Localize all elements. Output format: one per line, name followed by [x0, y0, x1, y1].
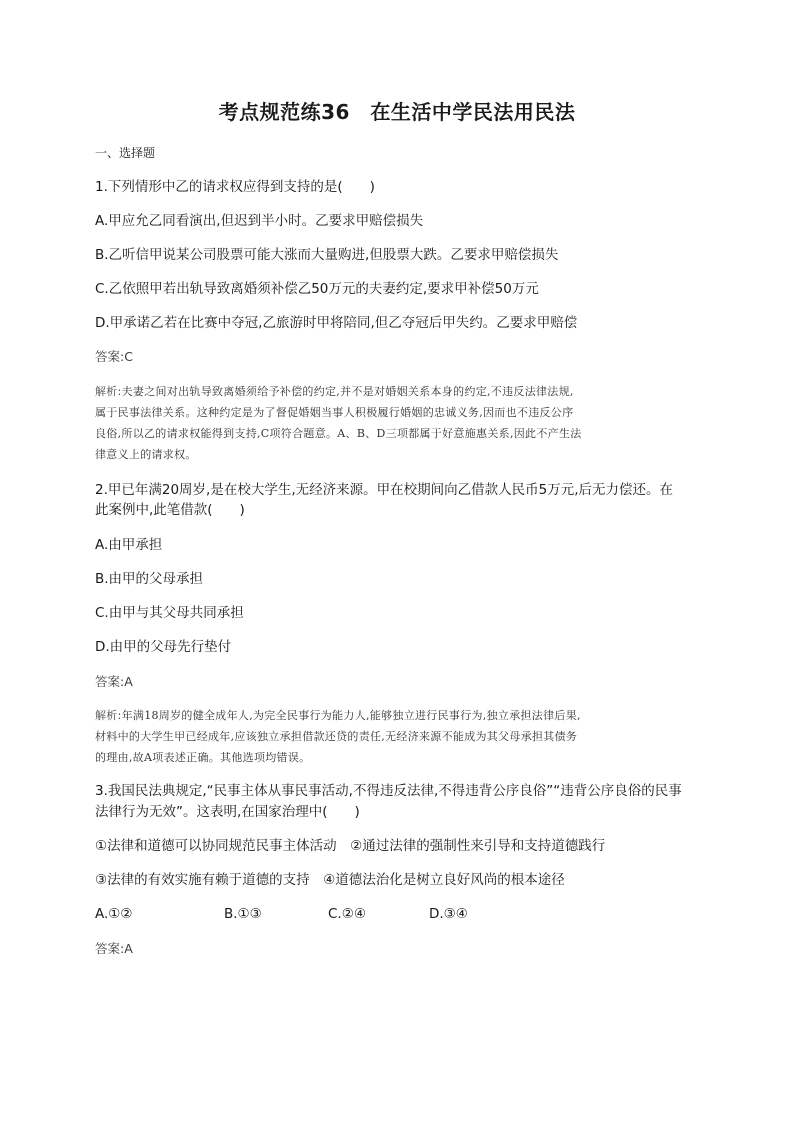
question-2-option-c: C.由甲与其父母共同承担 — [95, 605, 244, 621]
explanation-label: 解析: — [95, 709, 122, 722]
question-1-answer: 答案:C — [95, 349, 133, 364]
explanation-text: 夫妻之间对出轨导致离婚须给予补偿的约定,并不是对婚姻关系本身的约定,不违反法律法规, — [121, 385, 574, 398]
question-2-stem: 此案例中,此笔借款( ) — [95, 502, 245, 518]
question-1-explanation-line: 律意义上的请求权。 — [95, 448, 197, 461]
question-3-stem: 法律行为无效”。这表明,在国家治理中( ) — [95, 804, 360, 820]
question-1-option-b: B.乙听信甲说某公司股票可能大涨而大量购进,但股票大跌。乙要求甲赔偿损失 — [95, 247, 559, 263]
question-1-option-a: A.甲应允乙同看演出,但迟到半小时。乙要求甲赔偿损失 — [95, 213, 424, 229]
question-2-option-a: A.由甲承担 — [95, 537, 163, 553]
question-1-explanation-line: 属于民事法律关系。这种约定是为了督促婚姻当事人积极履行婚姻的忠诚义务,因而也不违反公序 — [95, 406, 574, 419]
question-3-statements: ③法律的有效实施有赖于道德的支持 ④道德法治化是树立良好风尚的根本途径 — [95, 872, 565, 888]
choice-d: D.③④ — [429, 906, 468, 922]
choice-b: B.①③ — [224, 906, 262, 922]
question-2-stem: 2.甲已年满20周岁,是在校大学生,无经济来源。甲在校期间向乙借款人民币5万元,后无力偿还。在 — [95, 482, 674, 498]
question-2-explanation-line — [95, 706, 705, 726]
section-heading: 一、选择题 — [95, 146, 156, 160]
question-2-answer: 答案:A — [95, 674, 133, 689]
choice-a: A.①② — [95, 906, 133, 922]
question-3-choices — [95, 904, 705, 924]
question-3-stem: 3.我国民法典规定,“民事主体从事民事活动,不得违反法律,不得违背公序良俗”“违背公序良俗的民事 — [95, 783, 682, 799]
question-1-option-c: C.乙依照甲若出轨导致离婚须补偿乙50万元的夫妻约定,要求甲补偿50万元 — [95, 281, 539, 297]
question-1-explanation-line: 良俗,所以乙的请求权能得到支持,C项符合题意。A、B、D三项都属于好意施惠关系,因此不产生法 — [95, 427, 582, 440]
question-1-stem: 1.下列情形中乙的请求权应得到支持的是( ) — [95, 179, 375, 195]
question-2-option-b: B.由甲的父母承担 — [95, 571, 204, 587]
choice-c: C.②④ — [328, 906, 366, 922]
page-title: 考点规范练36 在生活中学民法用民法 — [218, 100, 576, 124]
question-1-option-d: D.甲承诺乙若在比赛中夺冠,乙旅游时甲将陪同,但乙夺冠后甲失约。乙要求甲赔偿 — [95, 315, 578, 331]
question-2-explanation-line: 材料中的大学生甲已经成年,应该独立承担借款还贷的责任,无经济来源不能成为其父母承担其债务 — [95, 730, 578, 743]
question-2-option-d: D.由甲的父母先行垫付 — [95, 639, 232, 655]
question-2-explanation-line: 的理由,故A项表述正确。其他选项均错误。 — [95, 751, 311, 764]
explanation-text: 年满18周岁的健全成年人,为完全民事行为能力人,能够独立进行民事行为,独立承担法律后果, — [121, 709, 581, 722]
question-3-answer: 答案:A — [95, 941, 133, 956]
explanation-label: 解析: — [95, 385, 122, 398]
question-3-statements: ①法律和道德可以协同规范民事主体活动 ②通过法律的强制性来引导和支持道德践行 — [95, 838, 606, 854]
question-1-explanation-line — [95, 382, 705, 402]
